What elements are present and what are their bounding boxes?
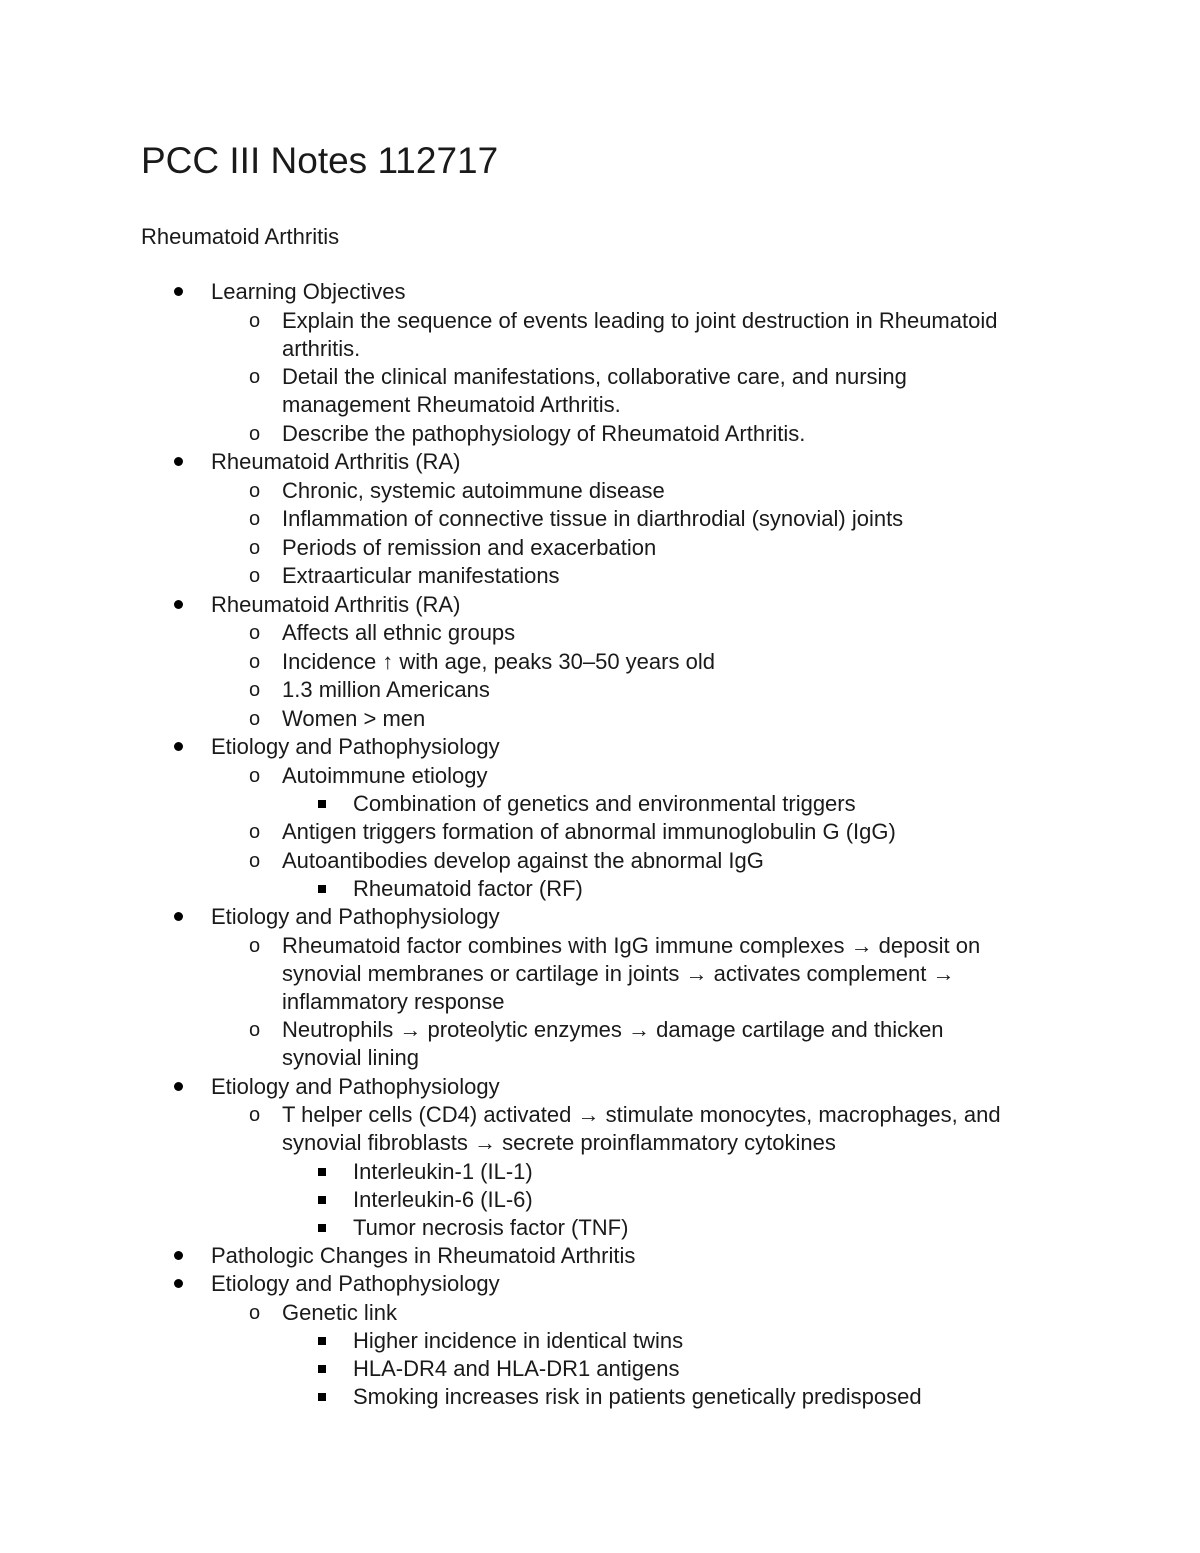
outline-item-text: Interleukin-6 (IL-6) [353, 1186, 533, 1212]
bullet-square-icon [318, 1337, 326, 1345]
outline-item-text: Affects all ethnic groups [282, 620, 516, 645]
outline-item-text: Tumor necrosis factor (TNF) [353, 1214, 629, 1240]
bullet-circle-o-marker: o [249, 849, 261, 872]
outline-item-level-2 [0, 762, 1200, 790]
outline-item-text: Antigen triggers formation of abnormal immunoglobulin G (IgG) [282, 819, 896, 844]
outline-item-level-2 [0, 705, 1200, 733]
outline-item-level-3 [0, 1383, 1200, 1411]
outline-item-level-1 [0, 591, 1200, 619]
notes-outline [0, 278, 1200, 1411]
outline-item-level-3 [0, 1214, 1200, 1242]
bullet-square-icon [318, 1196, 326, 1204]
outline-item-level-2 [0, 363, 1200, 419]
outline-item-text: Explain the sequence of events leading to joint destruction in Rheumatoid arthritis. [282, 307, 998, 361]
outline-item-level-2 [0, 818, 1200, 846]
outline-item-text: Interleukin-1 (IL-1) [353, 1158, 533, 1184]
outline-item-level-2 [0, 562, 1200, 590]
outline-item-text: Inflammation of connective tissue in diarthrodial (synovial) joints [282, 506, 904, 531]
outline-item-text: Describe the pathophysiology of Rheumatoid Arthritis. [282, 420, 806, 446]
bullet-circle-o-marker: o [249, 536, 261, 559]
outline-item-text: Chronic, systemic autoimmune disease [282, 477, 665, 503]
outline-item-text: Rheumatoid factor combines with IgG immune complexes → deposit on synovial membranes or cartilage in joints → activates complement → inflammatory response [282, 932, 981, 1014]
outline-item-text: Etiology and Pathophysiology [211, 1073, 500, 1099]
bullet-circle-o-marker: o [249, 650, 261, 673]
outline-item-level-3 [0, 790, 1200, 818]
bullet-square-icon [318, 800, 326, 808]
bullet-disc-icon [174, 457, 183, 466]
outline-item-level-2 [0, 932, 1200, 1016]
bullet-disc-icon [174, 1279, 183, 1288]
outline-item-text: T helper cells (CD4) activated → stimulate monocytes, macrophages, and synovial fibroblasts → secrete proinflammatory cytokines [282, 1102, 1001, 1155]
bullet-circle-o-marker: o [249, 764, 261, 787]
outline-item-text: Rheumatoid Arthritis (RA) [211, 591, 461, 617]
outline-item-text: Genetic link [282, 1299, 397, 1325]
outline-item-level-2 [0, 477, 1200, 505]
bullet-square-icon [318, 1393, 326, 1401]
bullet-circle-o-marker: o [249, 934, 261, 957]
outline-item-level-2 [0, 676, 1200, 704]
bullet-disc-icon [174, 600, 183, 609]
outline-item-text: Neutrophils → proteolytic enzymes → damage cartilage and thicken synovial lining [282, 1017, 944, 1070]
outline-item-text: HLA-DR4 and HLA-DR1 antigens [353, 1356, 680, 1381]
bullet-circle-o-marker: o [249, 707, 261, 730]
outline-item-text: Smoking increases risk in patients genetically predisposed [353, 1384, 922, 1409]
outline-item-text: Extraarticular manifestations [282, 563, 560, 588]
outline-item-level-1 [0, 448, 1200, 476]
outline-item-text: Detail the clinical manifestations, collaborative care, and nursing management Rheumatoid Arthritis. [282, 364, 907, 417]
outline-item-text: Rheumatoid factor (RF) [353, 876, 583, 901]
bullet-circle-o-marker: o [249, 821, 261, 843]
bullet-square-icon [318, 1224, 326, 1232]
outline-item-text: Learning Objectives [211, 279, 406, 304]
bullet-circle-o-marker: o [249, 622, 261, 644]
bullet-square-icon [318, 1365, 326, 1373]
bullet-circle-o-marker: o [249, 565, 261, 587]
bullet-circle-o-marker: o [249, 1301, 261, 1324]
outline-item-level-2 [0, 619, 1200, 647]
bullet-circle-o-marker: o [249, 508, 261, 530]
outline-item-level-3 [0, 1158, 1200, 1186]
outline-item-level-1 [0, 733, 1200, 761]
outline-item-level-3 [0, 1355, 1200, 1383]
bullet-disc-icon [174, 287, 183, 296]
outline-item-text: Autoantibodies develop against the abnormal IgG [282, 847, 764, 873]
outline-item-text: Incidence ↑ with age, peaks 30–50 years old [282, 648, 715, 674]
bullet-circle-o-marker: o [249, 1104, 261, 1126]
outline-item-text: Autoimmune etiology [282, 762, 488, 788]
outline-item-level-3 [0, 1327, 1200, 1355]
outline-item-level-2 [0, 420, 1200, 448]
bullet-circle-o-marker: o [249, 422, 261, 445]
page-title: PCC III Notes 112717 [141, 140, 499, 181]
outline-item-level-1 [0, 278, 1200, 306]
section-heading: Rheumatoid Arthritis [141, 224, 340, 249]
outline-item-text: Pathologic Changes in Rheumatoid Arthritis [211, 1242, 636, 1268]
outline-item-text: Etiology and Pathophysiology [211, 1271, 500, 1296]
bullet-disc-icon [174, 1251, 183, 1260]
outline-item-text: Combination of genetics and environmental triggers [353, 791, 856, 816]
outline-item-text: 1.3 million Americans [282, 677, 490, 702]
bullet-square-icon [318, 885, 326, 893]
outline-item-level-2 [0, 1016, 1200, 1072]
bullet-circle-o-marker: o [249, 679, 261, 701]
outline-item-level-2 [0, 1299, 1200, 1327]
outline-item-level-1 [0, 903, 1200, 931]
outline-item-level-1 [0, 1242, 1200, 1270]
outline-item-level-2 [0, 307, 1200, 363]
outline-item-level-2 [0, 847, 1200, 875]
bullet-circle-o-marker: o [249, 366, 261, 388]
bullet-disc-icon [174, 1082, 183, 1091]
bullet-disc-icon [174, 912, 183, 921]
outline-item-level-2 [0, 1101, 1200, 1157]
outline-item-level-2 [0, 505, 1200, 533]
bullet-disc-icon [174, 742, 183, 751]
outline-item-level-1 [0, 1073, 1200, 1101]
bullet-circle-o-marker: o [249, 479, 261, 502]
outline-item-text: Periods of remission and exacerbation [282, 534, 657, 560]
bullet-square-icon [318, 1168, 326, 1176]
outline-item-level-3 [0, 1186, 1200, 1214]
outline-item-text: Rheumatoid Arthritis (RA) [211, 449, 461, 474]
bullet-circle-o-marker: o [249, 1019, 261, 1041]
outline-item-level-2 [0, 648, 1200, 676]
outline-item-level-1 [0, 1270, 1200, 1298]
outline-item-text: Etiology and Pathophysiology [211, 734, 500, 759]
bullet-circle-o-marker: o [249, 309, 261, 332]
outline-item-level-2 [0, 534, 1200, 562]
outline-item-text: Women > men [282, 705, 426, 731]
outline-item-text: Higher incidence in identical twins [353, 1328, 684, 1353]
outline-item-text: Etiology and Pathophysiology [211, 904, 500, 929]
outline-item-level-3 [0, 875, 1200, 903]
